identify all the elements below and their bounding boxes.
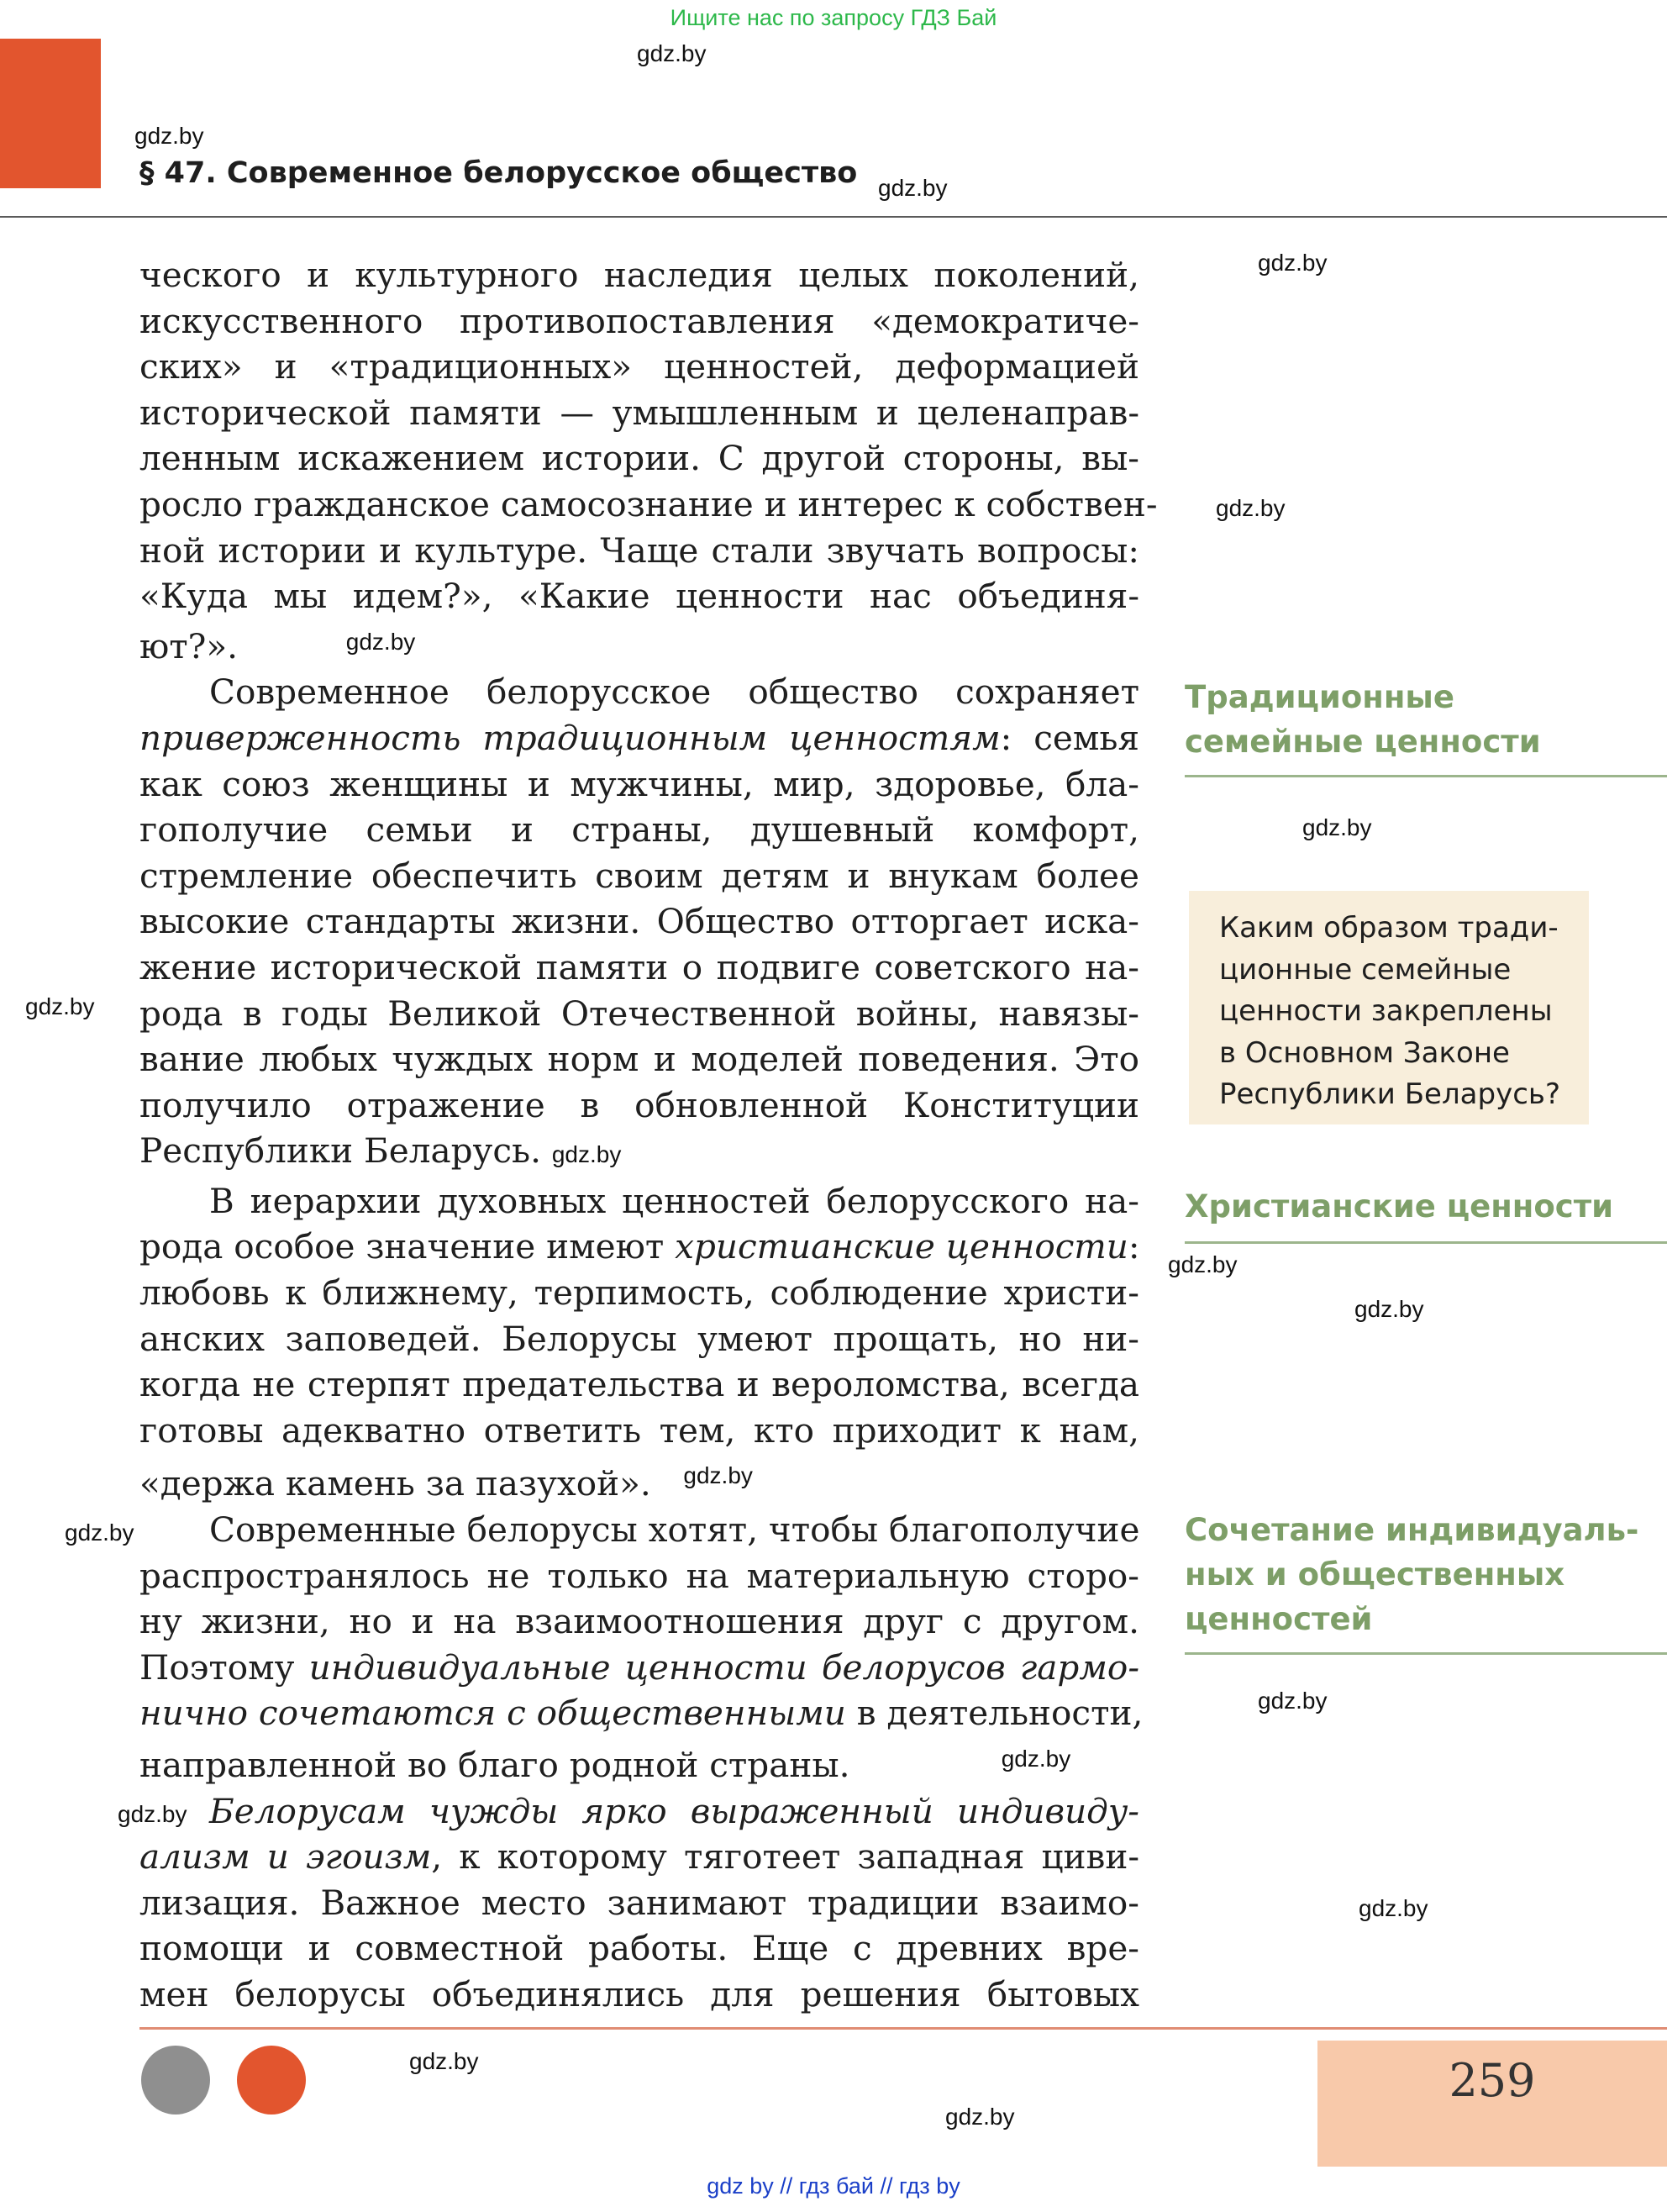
text-fragment: Республики Беларусь.: [139, 1130, 541, 1172]
text-fragment: :: [1128, 1226, 1140, 1267]
question-line: ценности закреплены: [1219, 994, 1553, 1028]
paragraph-2: [139, 669, 1139, 1178]
watermark: gdz.by: [1001, 1746, 1071, 1772]
emphasis-text: ализм и эгоизм: [139, 1836, 432, 1878]
text-line: высокие стандарты жизни. Общество отторгает иска-: [139, 901, 1139, 942]
sidebar-divider: [1185, 775, 1667, 777]
heading-line: ценностей: [1185, 1601, 1373, 1637]
emphasis-text: христианские ценности: [675, 1226, 1128, 1267]
text-line: [139, 1128, 1139, 1178]
text-line: вание любых чуждых норм и моделей поведения. Это: [139, 1039, 1139, 1080]
text-fragment: : семья: [1000, 717, 1139, 758]
text-line: [139, 1690, 1144, 1736]
paragraph-3: [139, 1178, 1139, 1507]
text-line: стремление обеспечить своим детям и внукам более: [139, 855, 1139, 896]
text-line: В иерархии духовных ценностей белорусского на-: [209, 1180, 1139, 1221]
sidebar-divider: [1185, 1241, 1667, 1244]
watermark: gdz.by: [878, 175, 948, 201]
question-line: ционные семейные: [1219, 952, 1512, 987]
watermark: gdz.by: [945, 2104, 1015, 2130]
page-number: 259: [1449, 2054, 1536, 2107]
watermark: gdz.by: [345, 628, 416, 655]
text-line: ной истории и культуре. Чаще стали звучать вопросы:: [139, 529, 1139, 571]
emphasis-text: приверженность традиционным ценностям: [139, 717, 1001, 758]
text-line: помощи и совместной работы. Еще с древних вре-: [139, 1928, 1139, 1969]
footer-divider: [139, 2027, 1667, 2030]
heading-line: Сочетание индивидуаль-: [1185, 1512, 1639, 1548]
heading-line: Традиционные: [1185, 679, 1454, 715]
sidebar-heading-christian: [1185, 1184, 1655, 1229]
heading-line: ных и общественных: [1185, 1556, 1565, 1593]
question-box: [1189, 891, 1589, 1124]
sidebar-heading-traditional: [1185, 675, 1655, 764]
text-line: когда не стерпят предательства и вероломства, всегда: [139, 1364, 1139, 1405]
paragraph-5: [139, 1788, 1139, 2018]
text-line: мен белорусы объединялись для решения бытовых: [139, 1973, 1139, 2014]
header-divider: [0, 216, 1667, 218]
orange-circle-icon: [237, 2046, 306, 2115]
text-fragment: , к которому тяготеет западная циви-: [431, 1836, 1140, 1878]
text-fragment: ют?».: [139, 625, 239, 666]
text-line: ских» и «традиционных» ценностей, деформацией: [139, 346, 1139, 387]
sidebar-divider: [1185, 1652, 1667, 1655]
text-line: [139, 1834, 1139, 1880]
question-line: в Основном Законе: [1219, 1035, 1510, 1070]
text-line: жение исторической памяти о подвиге советского на-: [139, 946, 1139, 988]
text-line: лизация. Важное место занимают традиции взаимо-: [139, 1882, 1139, 1923]
emphasis-text: индивидуальные ценности белорусов гармо-: [308, 1646, 1139, 1688]
watermark: gdz.by: [65, 1519, 134, 1546]
text-fragment: направленной во благо родной страны.: [139, 1745, 850, 1785]
chapter-color-tab: [0, 39, 101, 188]
text-line: гополучие семьи и страны, душевный комфорт,: [139, 809, 1139, 851]
text-line: [139, 1453, 1139, 1507]
watermark: gdz.by: [25, 993, 95, 1019]
heading-line: семейные ценности: [1185, 724, 1541, 760]
section-title: § 47. Современное белорусское общество: [139, 156, 858, 190]
text-line: искусственного противопоставления «демократиче-: [139, 300, 1139, 341]
watermark: gdz.by: [118, 1801, 187, 1827]
paragraph-4: [139, 1507, 1144, 1788]
text-line: рода в годы Великой Отечественной войны, навязы-: [139, 993, 1139, 1034]
watermark: gdz.by: [1354, 1296, 1424, 1322]
watermark: gdz.by: [1359, 1895, 1428, 1921]
text-line: распространялось не только на материальную сторо-: [139, 1555, 1139, 1596]
text-line: Современное белорусское общество сохраняет: [209, 672, 1139, 713]
text-line: [139, 1224, 1139, 1270]
watermark: gdz.by: [1258, 1688, 1328, 1714]
text-line: Современные белорусы хотят, чтобы благополучие: [209, 1509, 1140, 1551]
text-fragment: «держа камень за пазухой».: [139, 1463, 651, 1504]
emphasis-text: Белорусам чужды ярко выраженный индивиду-: [209, 1790, 1139, 1831]
text-line: [139, 619, 1139, 670]
watermark: gdz.by: [1168, 1251, 1238, 1277]
question-line: Каким образом тради-: [1219, 911, 1559, 945]
watermark: gdz.by: [1258, 250, 1328, 276]
text-fragment: рода особое значение имеют: [139, 1226, 676, 1267]
heading-line: Христианские ценности: [1185, 1188, 1614, 1224]
watermark: gdz.by: [1216, 495, 1286, 521]
text-line: получило отражение в обновленной Конституции: [139, 1084, 1139, 1125]
sidebar-heading-combination: [1185, 1508, 1655, 1641]
text-line: [139, 715, 1139, 761]
text-line: ленным искажением истории. С другой стороны, вы-: [139, 438, 1139, 479]
text-line: ну жизни, но и на взаимоотношения друг с другом.: [139, 1601, 1139, 1642]
paragraph-1: [139, 252, 1158, 669]
emphasis-text: нично сочетаются с общественными: [139, 1693, 846, 1734]
text-line: [139, 1645, 1139, 1691]
watermark: gdz.by: [409, 2048, 479, 2074]
watermark: gdz.by: [551, 1141, 622, 1168]
watermark: gdz.by: [1302, 814, 1372, 840]
text-line: анских заповедей. Белорусы умеют прощать, но ни-: [139, 1318, 1139, 1359]
text-line: исторической памяти — умышленным и целенаправ-: [139, 392, 1139, 433]
question-line: Республики Беларусь?: [1219, 1077, 1560, 1111]
text-line: как союз женщины и мужчины, мир, здоровье, бла-: [139, 763, 1139, 804]
text-line: «Куда мы идем?», «Какие ценности нас объединя-: [139, 576, 1139, 617]
text-line: любовь к ближнему, терпимость, соблюдение христи-: [139, 1272, 1139, 1314]
search-banner: Ищите нас по запросу ГДЗ Бай: [670, 5, 997, 30]
text-line: [139, 1788, 1139, 1835]
footer-links[interactable]: gdz by // гдз бай // гдз by: [707, 2173, 960, 2199]
text-line: ческого и культурного наследия целых поколений,: [139, 255, 1139, 295]
main-text: [139, 252, 1158, 2018]
text-fragment: Поэтому: [139, 1646, 309, 1688]
watermark: gdz.by: [134, 123, 204, 149]
text-fragment: в деятельности,: [845, 1693, 1144, 1734]
text-line: росло гражданское самосознание и интерес к собствен-: [139, 483, 1158, 524]
watermark: gdz.by: [637, 40, 707, 66]
grey-circle-icon: [141, 2046, 210, 2115]
text-line: [139, 1736, 1139, 1788]
text-line: готовы адекватно ответить тем, кто приходит к нам,: [139, 1409, 1139, 1451]
watermark: gdz.by: [683, 1462, 753, 1489]
